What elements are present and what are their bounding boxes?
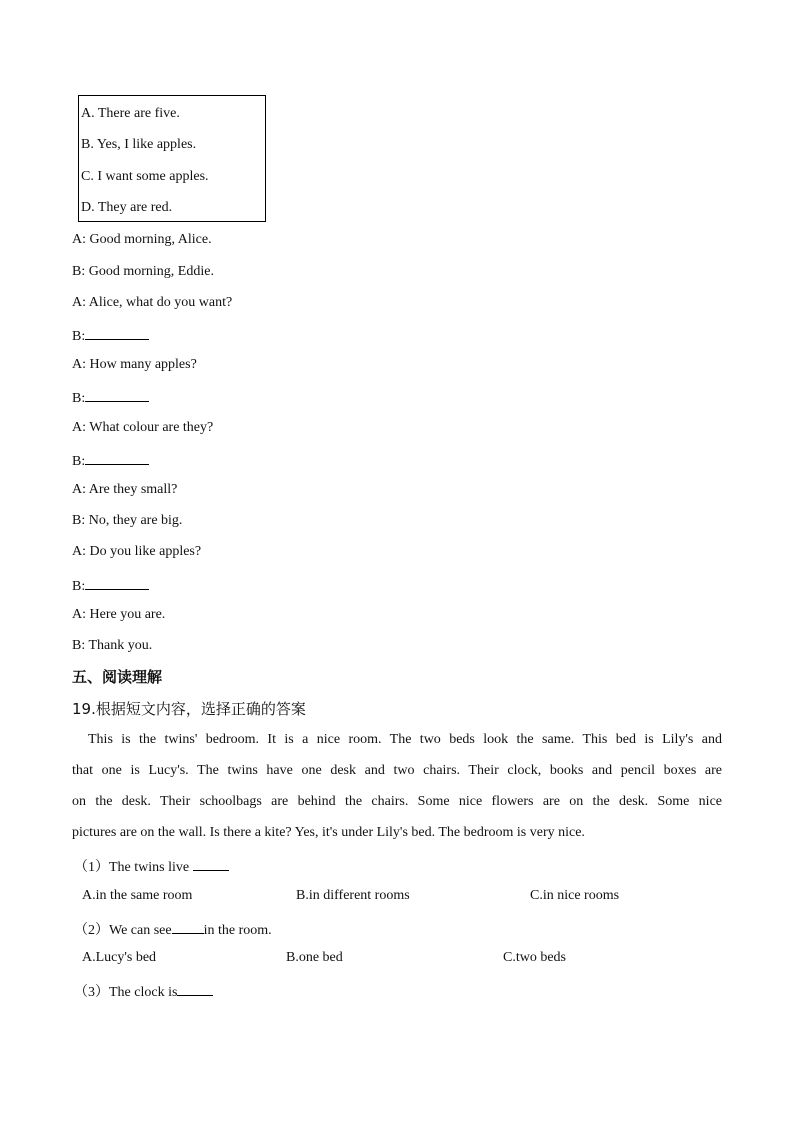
sub-question-2 (74, 919, 272, 939)
speaker: A: (72, 295, 86, 310)
choice-c[interactable]: C.in nice rooms (530, 888, 620, 903)
question-stem-end: in the room. (203, 923, 272, 938)
question-title: 19.根据短文内容，选择正确的答案 (72, 700, 306, 718)
dialogue-line (72, 576, 149, 595)
speaker: A: (72, 544, 86, 559)
option-a: A. There are five. (81, 106, 180, 121)
dialogue-line (72, 357, 197, 373)
speaker: A: (72, 357, 86, 372)
answer-blank[interactable] (85, 326, 149, 340)
dialogue-line (72, 513, 182, 529)
choice-a[interactable]: A.in the same room (82, 888, 193, 903)
choice-a[interactable]: A.Lucy's bed (82, 950, 157, 965)
utterance: Here you are. (86, 607, 166, 622)
speaker: A: (72, 232, 86, 247)
answer-options-box (78, 95, 266, 222)
option-b: B. Yes, I like apples. (81, 137, 197, 152)
speaker: B: (72, 513, 86, 528)
speaker: A: (72, 482, 86, 497)
section-heading: 五、阅读理解 (72, 668, 163, 686)
dialogue-line (72, 232, 212, 248)
question-stem: （1）The twins live (74, 860, 193, 875)
passage-line: that one is Lucy's. The twins have one desk and two chairs. Their clock, books and pencil boxes are (72, 763, 722, 778)
choice-b[interactable]: B.one bed (286, 950, 343, 965)
speaker: A: (72, 420, 86, 435)
utterance: Good morning, Alice. (86, 232, 212, 247)
dialogue-line (72, 638, 152, 654)
utterance: Do you like apples? (86, 544, 202, 559)
dialogue-line (72, 295, 232, 311)
choice-c[interactable]: C.two beds (503, 950, 566, 965)
passage-line: on the desk. Their schoolbags are behind the chairs. Some nice flowers are on the desk. Some nice (72, 794, 722, 809)
utterance: Are they small? (86, 482, 178, 497)
dialogue-line (72, 388, 149, 407)
utterance: What colour are they? (86, 420, 214, 435)
answer-blank[interactable] (85, 388, 149, 402)
dialogue-line (72, 544, 201, 560)
sub-question-1 (74, 856, 229, 876)
sub-question-3 (74, 981, 213, 1001)
option-d: D. They are red. (81, 200, 173, 215)
question-stem: （3）The clock is (74, 985, 178, 1000)
speaker: B: (72, 579, 86, 594)
speaker: A: (72, 607, 86, 622)
option-c: C. I want some apples. (81, 169, 209, 184)
answer-blank[interactable] (177, 983, 213, 996)
dialogue-line (72, 326, 149, 345)
answer-blank[interactable] (193, 858, 229, 871)
answer-blank[interactable] (85, 451, 149, 465)
speaker: B: (72, 454, 86, 469)
utterance: No, they are big. (85, 513, 183, 528)
dialogue-line (72, 607, 165, 623)
utterance: Good morning, Eddie. (85, 264, 214, 279)
utterance: How many apples? (86, 357, 197, 372)
passage-line: pictures are on the wall. Is there a kite? Yes, it's under Lily's bed. The bedroom is very nice. (72, 825, 585, 840)
choice-b[interactable]: B.in different rooms (296, 888, 410, 903)
answer-blank[interactable] (85, 576, 149, 590)
question-stem: （2）We can see (74, 923, 172, 938)
answer-blank[interactable] (172, 921, 204, 934)
speaker: B: (72, 638, 86, 653)
utterance: Alice, what do you want? (86, 295, 233, 310)
dialogue-line (72, 420, 213, 436)
speaker: B: (72, 264, 86, 279)
dialogue-line (72, 451, 149, 470)
speaker: B: (72, 329, 86, 344)
passage-line: This is the twins' bedroom. It is a nice room. The two beds look the same. This bed is Lily's and (88, 732, 722, 747)
dialogue-line (72, 482, 177, 498)
dialogue-line (72, 264, 214, 280)
utterance: Thank you. (85, 638, 153, 653)
speaker: B: (72, 391, 86, 406)
